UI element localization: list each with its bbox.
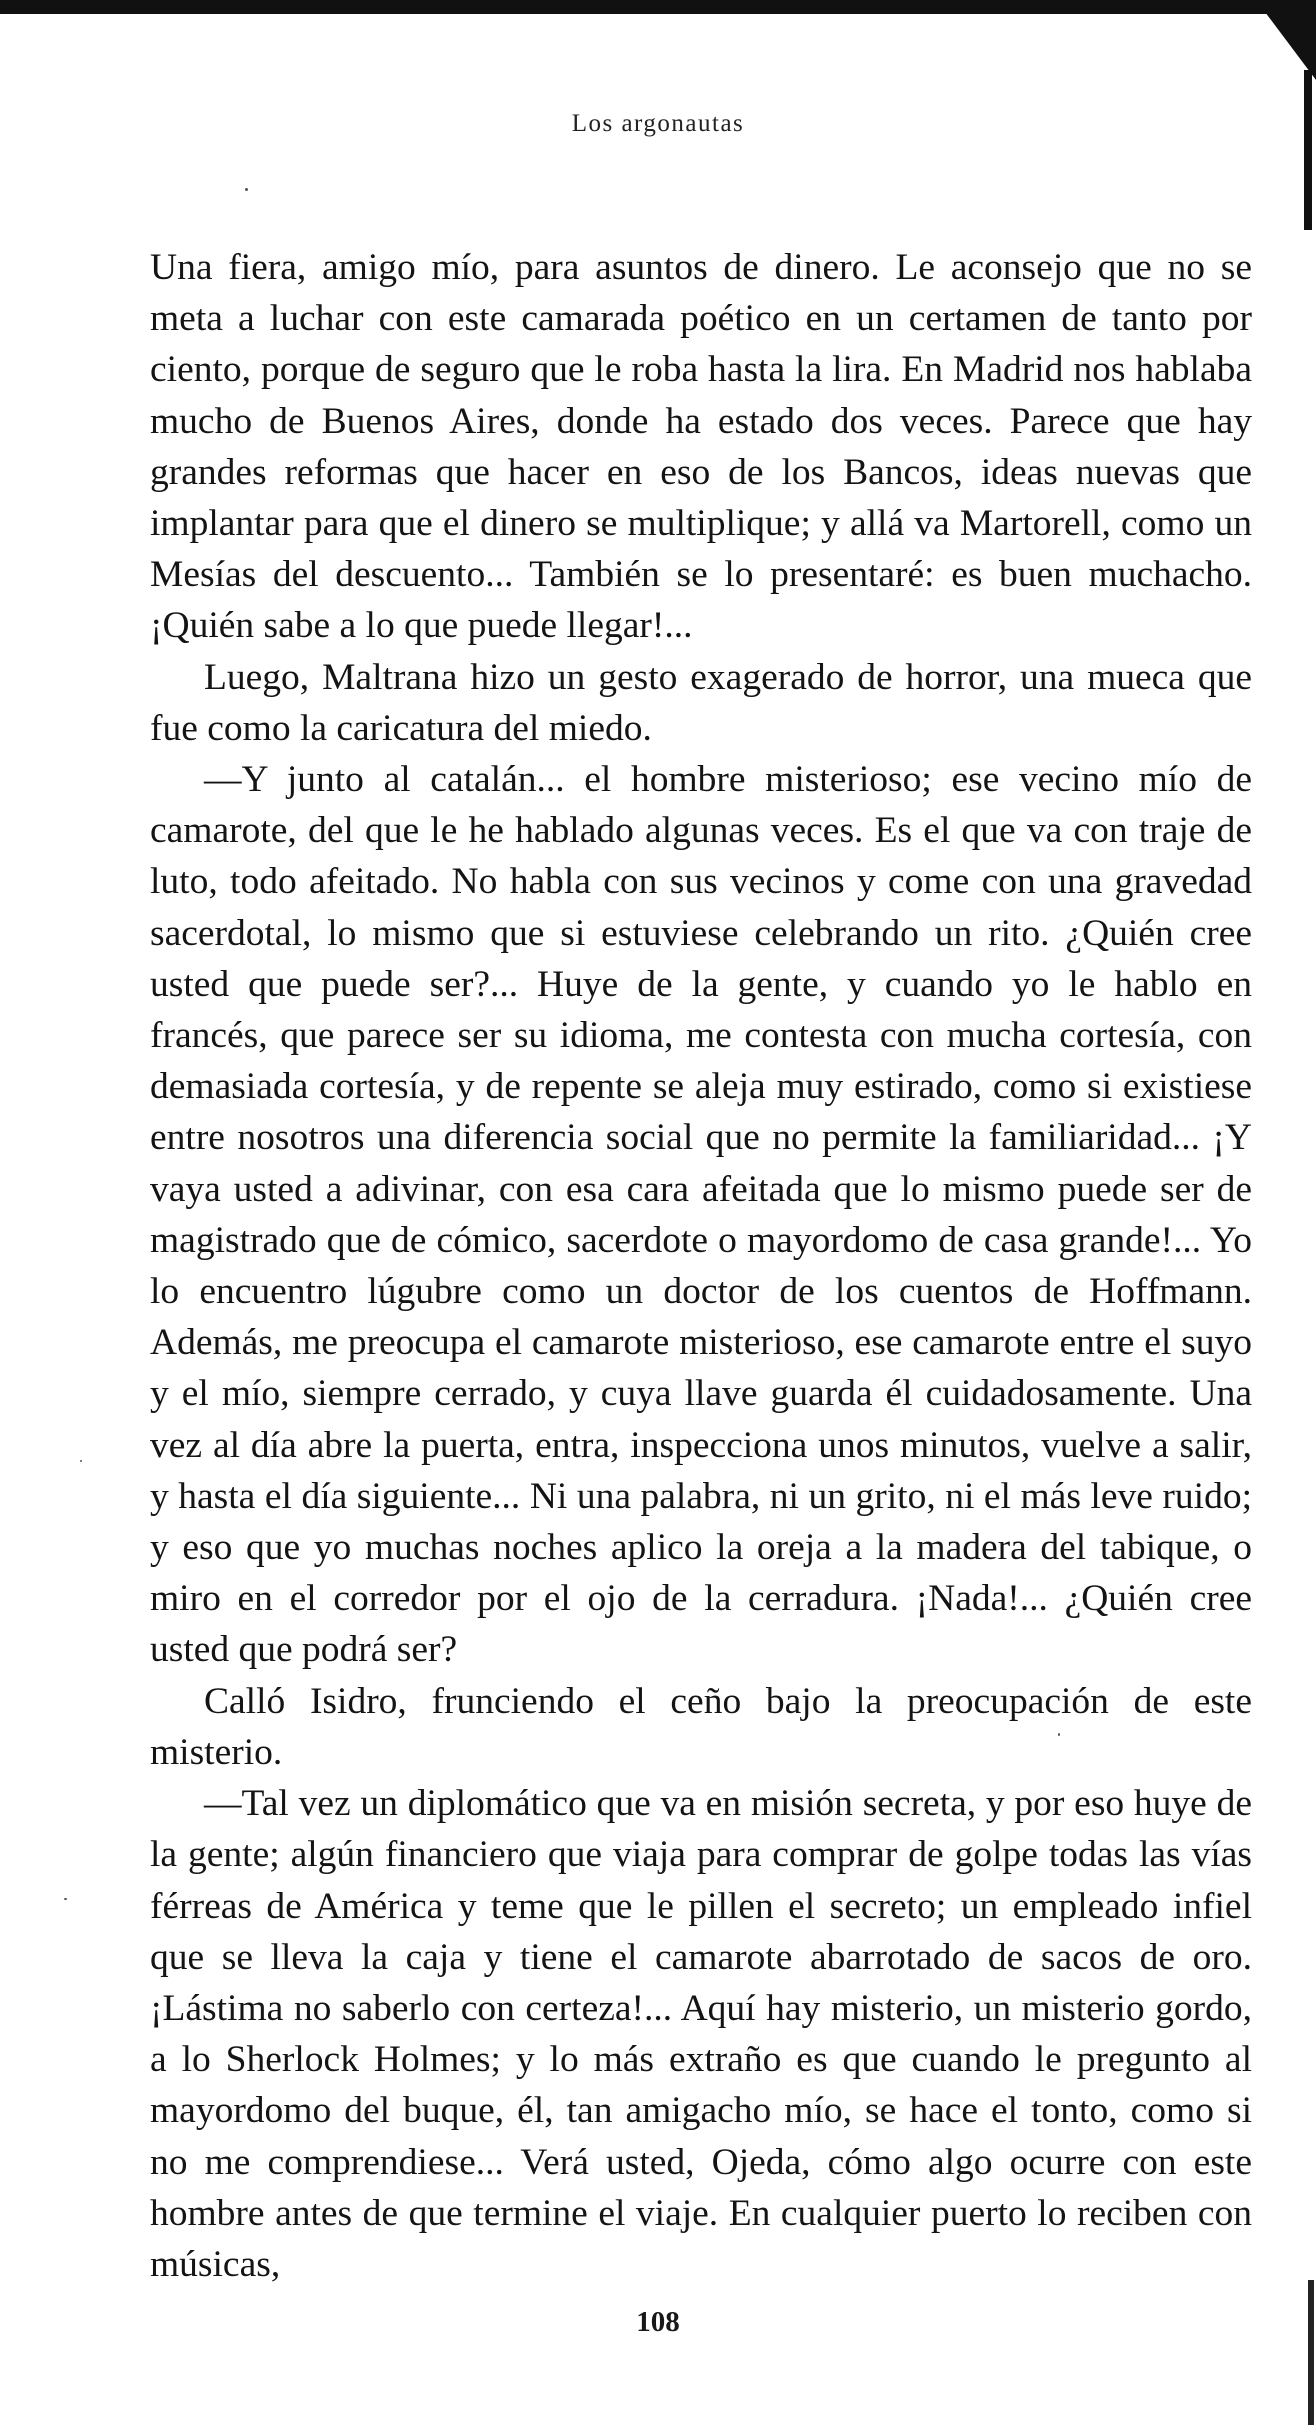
- paragraph-4: Calló Isidro, frunciendo el ceño bajo la preocupación de este misterio.: [150, 1680, 1252, 1773]
- scan-right-edge-lower: [1308, 2280, 1314, 2425]
- body-text: [150, 242, 1252, 2290]
- scan-speck: [1058, 1733, 1060, 1736]
- scan-speck: [64, 1898, 67, 1900]
- paragraph-2: Luego, Maltrana hizo un gesto exagerado de horror, una mueca que fue como la caricatura del miedo.: [150, 656, 1252, 749]
- scan-speck: [245, 188, 248, 191]
- running-head: Los argonautas: [571, 110, 745, 137]
- scan-right-edge: [1304, 70, 1312, 230]
- page-number: 108: [636, 2306, 680, 2338]
- paragraph-1: Una fiera, amigo mío, para asuntos de dinero. Le aconsejo que no se meta a luchar con este camarada poético en un certamen de tanto por ciento, porque de seguro que le roba hasta la lira. En Madrid nos hablaba mucho de Buenos Aires, donde ha estado dos veces. Parece que hay grandes reformas que hacer en eso de los Bancos, ideas nuevas que implantar para que el dinero se multiplique; y allá va Martorell, como un Mesías del descuento... También se lo presentaré: es buen muchacho. ¡Quién sabe a lo que puede llegar!...: [150, 247, 1252, 647]
- scan-speck: [80, 1460, 82, 1462]
- scan-corner-shadow: [1256, 0, 1316, 80]
- paragraph-5: —Tal vez un diplomático que va en misión secreta, y por eso huye de la gente; algún financiero que viaja para comprar de golpe todas las vías férreas de América y teme que le pillen el secreto; un empleado infiel que se lleva la caja y tiene el camarote abarrotado de sacos de oro. ¡Lástima no saberlo con certeza!... Aquí hay misterio, un misterio gordo, a lo Sherlock Holmes; y lo más extraño es que cuando le pregunto al mayordomo del buque, él, tan amigacho mío, se hace el tonto, como si no me comprendiese... Verá usted, Ojeda, cómo algo ocurre con este hombre antes de que termine el viaje. En cualquier puerto lo reciben con músicas,: [150, 1783, 1252, 2285]
- scan-top-edge: [0, 0, 1316, 14]
- paragraph-3: —Y junto al catalán... el hombre misterioso; ese vecino mío de camarote, del que le he hablado algunas veces. Es el que va con traje de luto, todo afeitado. No habla con sus vecinos y come con una gravedad sacerdotal, lo mismo que si estuviese celebrando un rito. ¿Quién cree usted que puede ser?... Huye de la gente, y cuando yo le hablo en francés, que parece ser su idioma, me contesta con mucha cortesía, con demasiada cortesía, y de repente se aleja muy estirado, como si existiese entre nosotros una diferencia social que no permite la familiaridad... ¡Y vaya usted a adivinar, con esa cara afeitada que lo mismo puede ser de magistrado que de cómico, sacerdote o mayordomo de casa grande!... Yo lo encuentro lúgubre como un doctor de los cuentos de Hoffmann. Además, me preocupa el camarote misterioso, ese camarote entre el suyo y el mío, siempre cerrado, y cuya llave guarda él cuidadosamente. Una vez al día abre la puerta, entra, inspecciona unos minutos, vuelve a salir, y hasta el día siguiente... Ni una palabra, ni un grito, ni el más leve ruido; y eso que yo muchas noches aplico la oreja a la madera del tabique, o miro en el corredor por el ojo de la cerradura. ¡Nada!... ¿Quién cree usted que podrá ser?: [150, 759, 1252, 1671]
